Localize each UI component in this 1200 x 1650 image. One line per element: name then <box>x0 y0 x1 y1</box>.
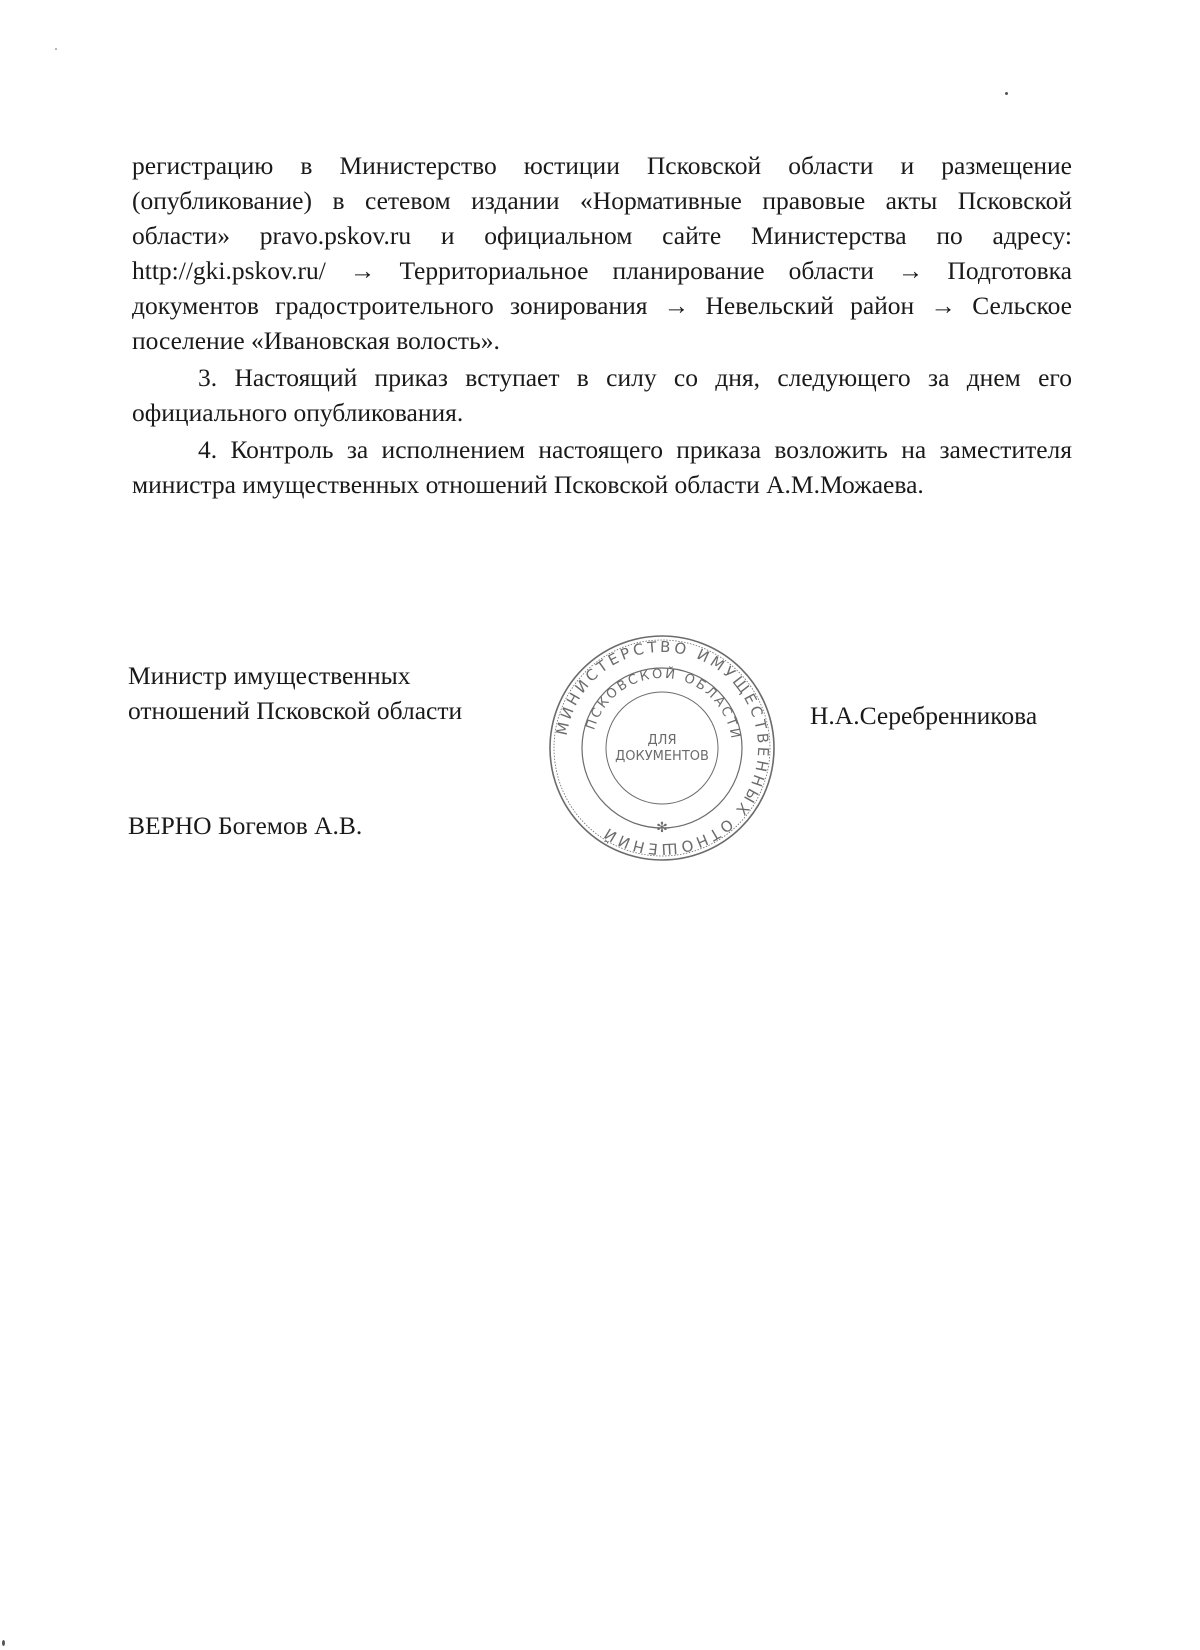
stamp-inner-text: ПСКОВСКОЙ ОБЛАСТИ <box>583 666 743 742</box>
stamp-center-line1: ДЛЯ <box>647 733 677 748</box>
paragraph-item-4: 4. Контроль за исполнением настоящего приказа возложить на заместителя министра имущественных отношений Псковской области А.М.Можаева. <box>132 435 1072 499</box>
official-stamp <box>546 632 778 864</box>
stamp-inner-ring <box>606 692 718 804</box>
scan-speck <box>2 1640 5 1646</box>
scan-speck <box>55 48 57 50</box>
scan-speck <box>1005 92 1008 95</box>
document-body <box>132 148 1072 502</box>
stamp-star-icon: ✻ <box>656 820 668 836</box>
verified-copy-note: ВЕРНО Богемов А.В. <box>128 811 363 840</box>
stamp-center-line2: ДОКУМЕНТОВ <box>615 749 709 764</box>
signatory-title-line1: Министр имущественных <box>128 661 411 690</box>
paragraph-registration: регистрацию в Министерство юстиции Псковской области и размещение (опубликование) в сетевом издании «Нормативные правовые акты Псковской области» pravo.pskov.ru и официальном сайте Министерства по адресу: http://gki.pskov.ru/ → Территориальное планирование области → Подготовка документов градостроительного зонирования → Невельский район → Сельское поселение «Ивановская волость». <box>132 151 1072 355</box>
paragraph-item-3: 3. Настоящий приказ вступает в силу со дня, следующего за днем его официального опубликования. <box>132 363 1072 427</box>
signatory-title-line2: отношений Псковской области <box>128 696 463 725</box>
signatory-name: Н.А.Серебренникова <box>810 701 1038 730</box>
stamp-outer-text: МИНИСТЕРСТВО ИМУЩЕСТВЕННЫХ ОТНОШЕНИЙ <box>552 637 773 859</box>
signatory-title <box>128 658 508 728</box>
